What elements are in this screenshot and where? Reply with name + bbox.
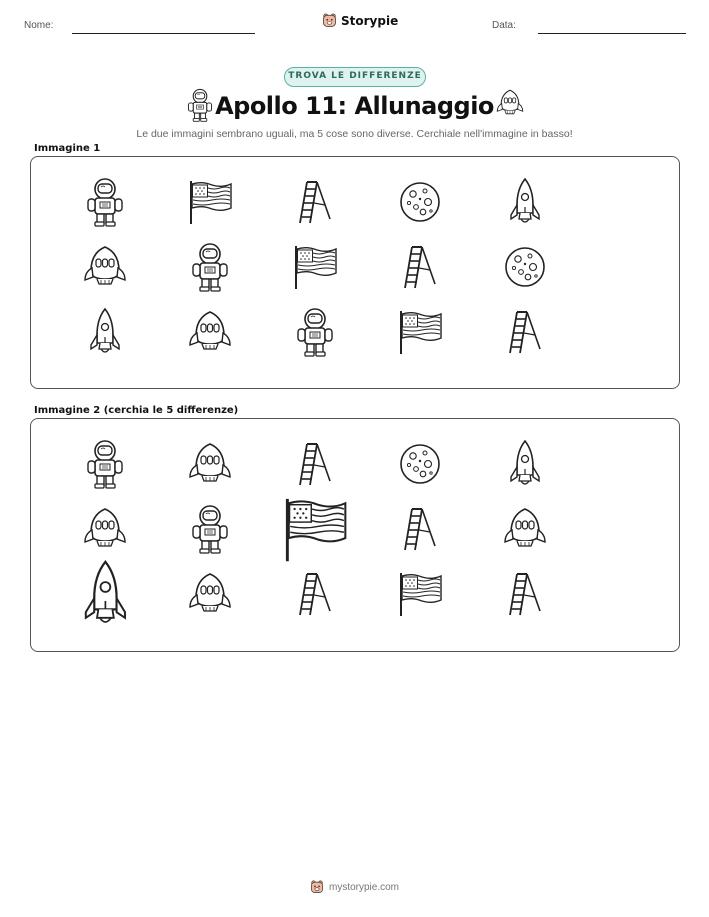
grid-cell[interactable] [50,559,160,629]
grid-cell [260,297,370,367]
grid-cell [50,297,160,367]
rocket-capsule-icon [188,309,232,355]
rocket-slim-icon [509,177,541,227]
brand-logo [322,13,398,28]
grid-cell [470,297,580,367]
ladder-icon [507,571,543,617]
page-title: Apollo 11: Allunaggio [215,92,494,120]
grid-cell [470,232,580,302]
grid-cell[interactable] [260,429,370,499]
rocket-slim-icon [83,559,128,629]
astronaut-icon [190,504,230,554]
footer [0,880,709,894]
instructions: Le due immagini sembrano uguali, ma 5 cose sono diverse. Cerchiale nell'immagine in basso! [136,128,573,140]
grid-cell [260,232,370,302]
grid-cell [50,167,160,237]
astronaut-icon [85,177,125,227]
image-1-panel [30,156,680,389]
moon-icon [503,245,547,289]
grid-cell [155,232,265,302]
ladder-icon [297,441,333,487]
moon-icon [398,180,442,224]
grid-cell[interactable] [470,494,580,564]
flag-icon [283,496,347,563]
ladder-icon [297,571,333,617]
rocket-capsule-icon [188,571,232,617]
name-line[interactable] [72,33,255,34]
grid-cell[interactable] [50,429,160,499]
rocket-capsule-icon [188,441,232,487]
ladder-icon [402,244,438,290]
grid-cell[interactable] [260,494,370,564]
grid-cell[interactable] [50,494,160,564]
grid-cell [365,167,475,237]
rocket-capsule-icon [83,506,127,552]
storypie-logo-icon [322,13,337,28]
rocket-slim-icon [89,307,121,357]
storypie-logo-icon [310,880,324,894]
image-2-panel[interactable] [30,418,680,652]
grid-cell[interactable] [365,429,475,499]
flag-icon [293,244,337,290]
grid-cell[interactable] [155,494,265,564]
ladder-icon [297,179,333,225]
image-2-label: Immagine 2 (cerchia le 5 differenze) [34,405,239,416]
grid-cell[interactable] [365,494,475,564]
footer-site: mystorypie.com [328,881,399,893]
grid-cell[interactable] [260,559,370,629]
name-label: Nome: [24,20,54,31]
rocket-capsule-icon [83,244,127,290]
grid-cell [365,232,475,302]
brand-name: Storypie [341,13,399,28]
flag-icon [398,309,442,355]
astronaut-icon [295,307,335,357]
flag-icon [188,179,232,225]
ladder-icon [507,309,543,355]
grid-cell [470,167,580,237]
image-1-label: Immagine 1 [34,143,101,154]
grid-cell[interactable] [470,559,580,629]
grid-cell [155,297,265,367]
grid-cell [365,297,475,367]
grid-cell[interactable] [470,429,580,499]
date-line[interactable] [538,33,686,34]
worksheet-type-badge: TROVA LE DIFFERENZE [284,67,426,87]
rocket-capsule-icon [496,88,524,118]
date-label: Data: [492,20,516,31]
astronaut-icon [85,439,125,489]
grid-cell[interactable] [365,559,475,629]
grid-cell [155,167,265,237]
rocket-capsule-icon [503,506,547,552]
moon-icon [398,442,442,486]
grid-cell [260,167,370,237]
grid-cell [50,232,160,302]
grid-cell[interactable] [155,429,265,499]
flag-icon [398,571,442,617]
grid-cell[interactable] [155,559,265,629]
ladder-icon [402,506,438,552]
rocket-slim-icon [509,439,541,489]
astronaut-icon [190,242,230,292]
